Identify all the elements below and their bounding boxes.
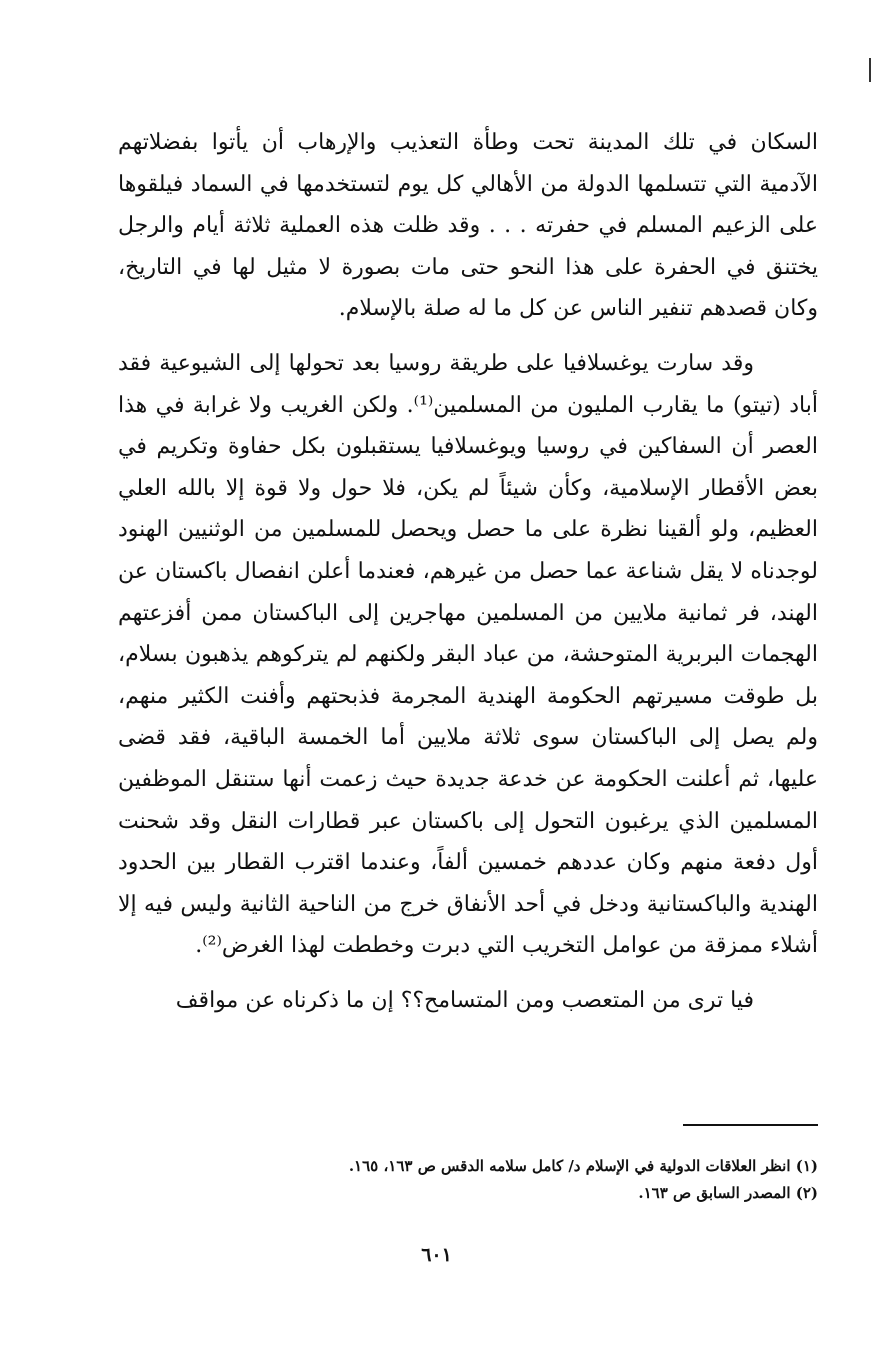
paragraph-closing: فيا ترى من المتعصب ومن المتسامح؟؟ إن ما ذكرناه عن مواقف	[175, 987, 754, 1013]
footnote-2: (٢) المصدر السابق ص ١٦٣.	[638, 1184, 818, 1202]
paragraph-continuation: السكان في تلك المدينة تحت وطأة التعذيب والإرهاب أن يأتوا بفضلاتهم الآدمية التي تتسلمها الدولة من الأهالي كل يوم لتستخدمها في السماد فيلقوها على الزعيم المسلم في حفرته . . . وقد ظلت هذه العملية ثلاثة أيام والرجل يختنق في الحفرة على هذا النحو حتى مات بصورة لا مثيل لها في التاريخ، وكان قصدهم تنفير الناس عن كل ما له صلة بالإسلام.	[118, 130, 818, 322]
page-number: ٦٠١	[421, 1244, 452, 1266]
paragraph-yugoslavia-india: وقد سارت يوغسلافيا على طريقة روسيا بعد تحولها إلى الشيوعية فقد أباد (تيتو) ما يقارب المليون من المسلمين⁽¹⁾. ولكن الغريب ولا غرابة في هذا العصر أن السفاكين في روسيا ويوغسلافيا يستقبلون بكل حفاوة وتكريم في بعض الأقطار الإسلامية، وكأن شيئاً لم يكن، فلا حول ولا قوة إلا بالله العلي العظيم، ولو ألقينا نظرة على ما حصل ويحصل للمسلمين من الوثنيين الهنود لوجدناه لا يقل شناعة عما حصل من غيرهم، فعندما أعلن انفصال باكستان عن الهند، فر ثمانية ملايين من المسلمين مهاجرين إلى الباكستان ممن أفزعتهم الهجمات البربرية المتوحشة، من عباد البقر ولكنهم لم يتركوهم يذهبون بسلام، بل طوقت مسيرتهم الحكومة الهندية المجرمة فذبحتهم وأفنت الكثير منهم، ولم يصل إلى الباكستان سوى ثلاثة ملايين أما الخمسة الباقية، فقد قضى عليها، ثم أعلنت الحكومة عن خدعة جديدة حيث زعمت أنها ستنقل الموظفين المسلمين الذي يرغبون التحول إلى باكستان عبر قطارات النقل وقد شحنت أول دفعة منهم وكان عددهم خمسين ألفاً، وعندما اقترب القطار بين الحدود الهندية والباكستانية ودخل في أحد الأنفاق خرج من الناحية الثانية وليس فيه إلا أشلاء ممزقة من عوامل التخريب التي دبرت وخططت لهذا الغرض⁽²⁾.	[118, 350, 818, 959]
footnote-separator	[683, 1124, 818, 1126]
main-text	[118, 122, 818, 1021]
footnotes	[300, 1153, 818, 1207]
scan-edge-mark	[869, 58, 871, 82]
footnote-1: (١) انظر العلاقات الدولية في الإسلام د/ كامل سلامه الدقس ص ١٦٣، ١٦٥.	[348, 1157, 818, 1175]
